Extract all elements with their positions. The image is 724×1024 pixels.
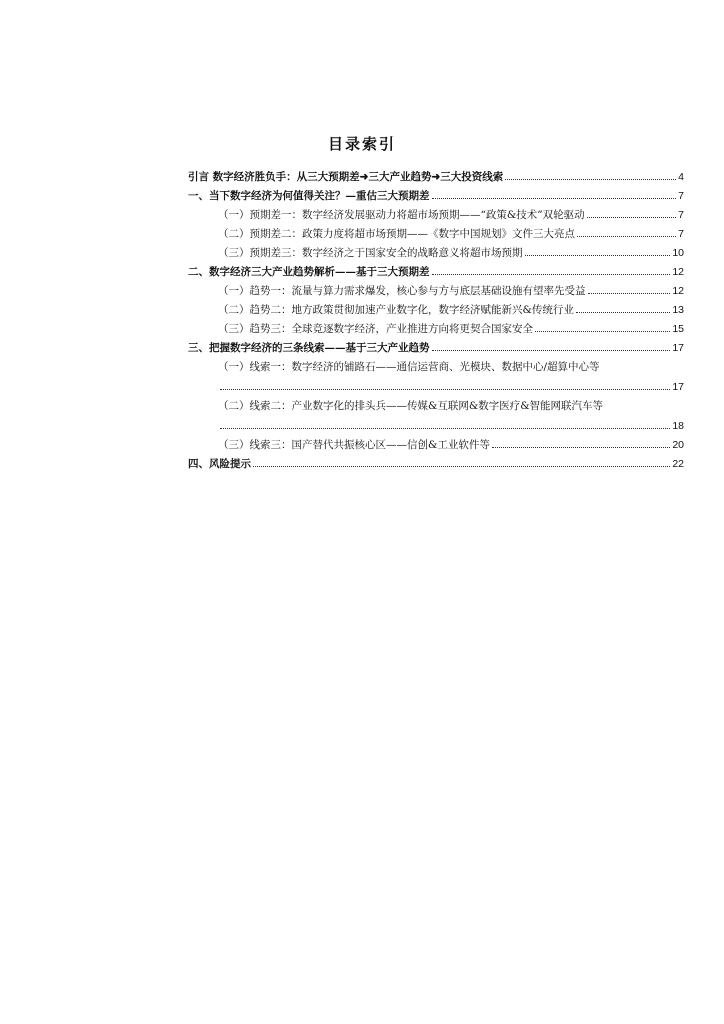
toc-entry-page: 12 xyxy=(672,285,684,297)
dot-leader xyxy=(505,178,676,180)
toc-entry[interactable] xyxy=(188,432,684,451)
toc-entry-continuation[interactable] xyxy=(188,413,684,432)
dot-leader xyxy=(220,388,670,390)
dot-leader xyxy=(432,273,671,275)
toc-entry[interactable] xyxy=(188,183,684,202)
dot-leader xyxy=(492,446,670,448)
toc-entry-page: 17 xyxy=(672,381,684,393)
dot-leader xyxy=(535,330,670,332)
toc-entry-continuation[interactable] xyxy=(188,374,684,393)
toc-entry-page: 13 xyxy=(672,304,684,316)
toc-entry-title: （三）线索三：国产替代共振核心区——信创&工业软件等 xyxy=(218,439,490,451)
toc-entry-title: （二）趋势二：地方政策贯彻加速产业数字化，数字经济赋能新兴&传统行业 xyxy=(218,304,574,316)
dot-leader xyxy=(577,235,676,237)
toc-entry-page: 18 xyxy=(672,420,684,432)
toc-entry-page: 10 xyxy=(672,247,684,259)
toc-entry-title: （二）线索二：产业数字化的排头兵——传媒&互联网&数字医疗&智能网联汽车等 xyxy=(218,400,604,412)
dot-leader xyxy=(432,197,677,199)
toc-entry-page: 7 xyxy=(678,228,684,240)
toc-entry-page: 20 xyxy=(672,439,684,451)
toc-entry[interactable] xyxy=(188,297,684,316)
toc-entry-page: 17 xyxy=(672,342,684,354)
table-of-contents xyxy=(188,164,684,470)
dot-leader xyxy=(253,465,670,467)
toc-entry-page: 12 xyxy=(672,266,684,278)
toc-entry-page: 7 xyxy=(678,190,684,202)
toc-entry[interactable] xyxy=(188,202,684,221)
toc-entry-page: 22 xyxy=(672,458,684,470)
dot-leader xyxy=(587,216,677,218)
dot-leader xyxy=(525,254,671,256)
toc-entry[interactable] xyxy=(188,221,684,240)
dot-leader xyxy=(432,349,671,351)
dot-leader xyxy=(220,427,670,429)
dot-leader xyxy=(576,311,670,313)
toc-entry-title: （三）趋势三：全球竞逐数字经济，产业推进方向将更契合国家安全 xyxy=(218,323,533,335)
toc-entry-page: 15 xyxy=(672,323,684,335)
toc-entry-title: （一）预期差一：数字经济发展驱动力将超市场预期——“政策&技术”双轮驱动 xyxy=(218,209,585,221)
toc-entry[interactable] xyxy=(188,393,684,412)
toc-entry[interactable] xyxy=(188,335,684,354)
toc-entry[interactable] xyxy=(188,354,684,373)
toc-entry-page: 7 xyxy=(678,209,684,221)
toc-entry[interactable] xyxy=(188,259,684,278)
toc-entry-title: 四、风险提示 xyxy=(188,458,251,470)
toc-entry-title: （三）预期差三：数字经济之于国家安全的战略意义将超市场预期 xyxy=(218,247,523,259)
toc-entry[interactable] xyxy=(188,316,684,335)
toc-entry[interactable] xyxy=(188,240,684,259)
toc-entry-title: （一）趋势一：流量与算力需求爆发，核心参与方与底层基础设施有望率先受益 xyxy=(218,285,586,297)
toc-entry-title: 引言 数字经济胜负手：从三大预期差➜三大产业趋势➜三大投资线索 xyxy=(188,171,504,183)
toc-entry-title: 三、把握数字经济的三条线索——基于三大产业趋势 xyxy=(188,342,430,354)
toc-entry[interactable] xyxy=(188,451,684,470)
toc-entry[interactable] xyxy=(188,164,684,183)
toc-entry-title: 二、数字经济三大产业趋势解析——基于三大预期差 xyxy=(188,266,430,278)
toc-entry-title: （一）线索一：数字经济的铺路石——通信运营商、光模块、数据中心/超算中心等 xyxy=(218,361,600,373)
toc-entry[interactable] xyxy=(188,278,684,297)
toc-entry-page: 4 xyxy=(678,171,684,183)
toc-entry-title: （二）预期差二：政策力度将超市场预期——《数字中国规划》文件三大亮点 xyxy=(218,228,575,240)
toc-title: 目录索引 xyxy=(327,135,396,153)
dot-leader xyxy=(588,292,671,294)
toc-entry-title: 一、当下数字经济为何值得关注？—重估三大预期差 xyxy=(188,190,430,202)
